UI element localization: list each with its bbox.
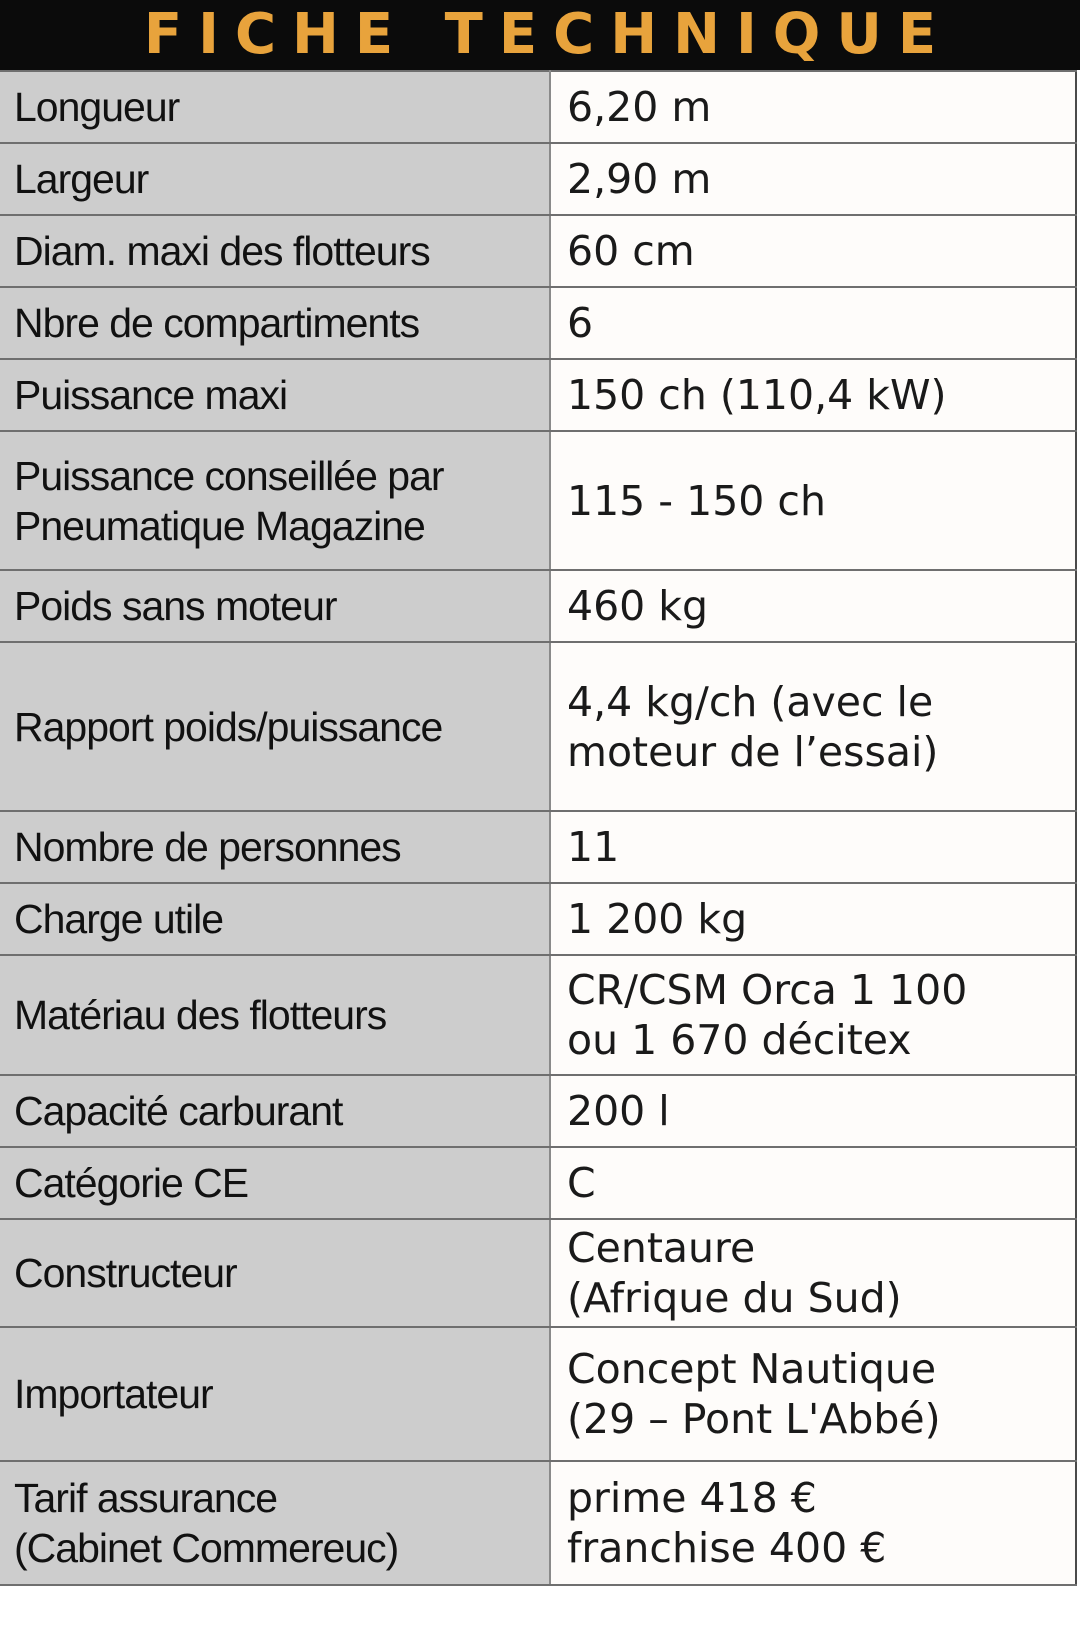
spec-value: 4,4 kg/ch (avec le moteur de l’essai) (550, 642, 1076, 811)
spec-label: Constructeur (0, 1219, 550, 1327)
spec-row-diametre (0, 215, 1076, 287)
sheet-title: FICHE TECHNIQUE (143, 2, 953, 67)
spec-label: Charge utile (0, 883, 550, 955)
spec-label: Nombre de personnes (0, 811, 550, 883)
spec-row-largeur (0, 143, 1076, 215)
spec-row-materiau (0, 955, 1076, 1075)
spec-row-charge (0, 883, 1076, 955)
spec-label: Rapport poids/puissance (0, 642, 550, 811)
spec-value: Centaure (Afrique du Sud) (550, 1219, 1076, 1327)
title-bar (0, 0, 1080, 70)
spec-label: Puissance maxi (0, 359, 550, 431)
spec-value: 200 l (550, 1075, 1076, 1147)
spec-row-personnes (0, 811, 1076, 883)
spec-table (0, 70, 1077, 1586)
spec-row-compartiments (0, 287, 1076, 359)
spec-value: 60 cm (550, 215, 1076, 287)
spec-row-categorie (0, 1147, 1076, 1219)
spec-value: 11 (550, 811, 1076, 883)
spec-value: 6,20 m (550, 71, 1076, 143)
spec-value: Concept Nautique (29 – Pont L'Abbé) (550, 1327, 1076, 1461)
spec-label: Diam. maxi des flotteurs (0, 215, 550, 287)
spec-value: 460 kg (550, 570, 1076, 642)
spec-label: Poids sans moteur (0, 570, 550, 642)
spec-label: Matériau des flotteurs (0, 955, 550, 1075)
spec-row-carburant (0, 1075, 1076, 1147)
spec-value: 2,90 m (550, 143, 1076, 215)
spec-value: 115 - 150 ch (550, 431, 1076, 570)
spec-label: Longueur (0, 71, 550, 143)
spec-row-puissance-maxi (0, 359, 1076, 431)
spec-value: 150 ch (110,4 kW) (550, 359, 1076, 431)
spec-row-importateur (0, 1327, 1076, 1461)
spec-row-constructeur (0, 1219, 1076, 1327)
spec-value: CR/CSM Orca 1 100 ou 1 670 décitex (550, 955, 1076, 1075)
spec-label: Capacité carburant (0, 1075, 550, 1147)
spec-row-puissance-conseillee (0, 431, 1076, 570)
spec-row-longueur (0, 71, 1076, 143)
spec-row-tarif (0, 1461, 1076, 1585)
spec-row-rapport (0, 642, 1076, 811)
spec-value: 1 200 kg (550, 883, 1076, 955)
spec-label: Nbre de compartiments (0, 287, 550, 359)
spec-label: Tarif assurance (Cabinet Commereuc) (0, 1461, 550, 1585)
spec-row-poids (0, 570, 1076, 642)
spec-label: Importateur (0, 1327, 550, 1461)
spec-value: 6 (550, 287, 1076, 359)
spec-label: Catégorie CE (0, 1147, 550, 1219)
spec-label: Largeur (0, 143, 550, 215)
spec-label: Puissance conseillée par Pneumatique Magazine (0, 431, 550, 570)
spec-value: C (550, 1147, 1076, 1219)
spec-value: prime 418 € franchise 400 € (550, 1461, 1076, 1585)
